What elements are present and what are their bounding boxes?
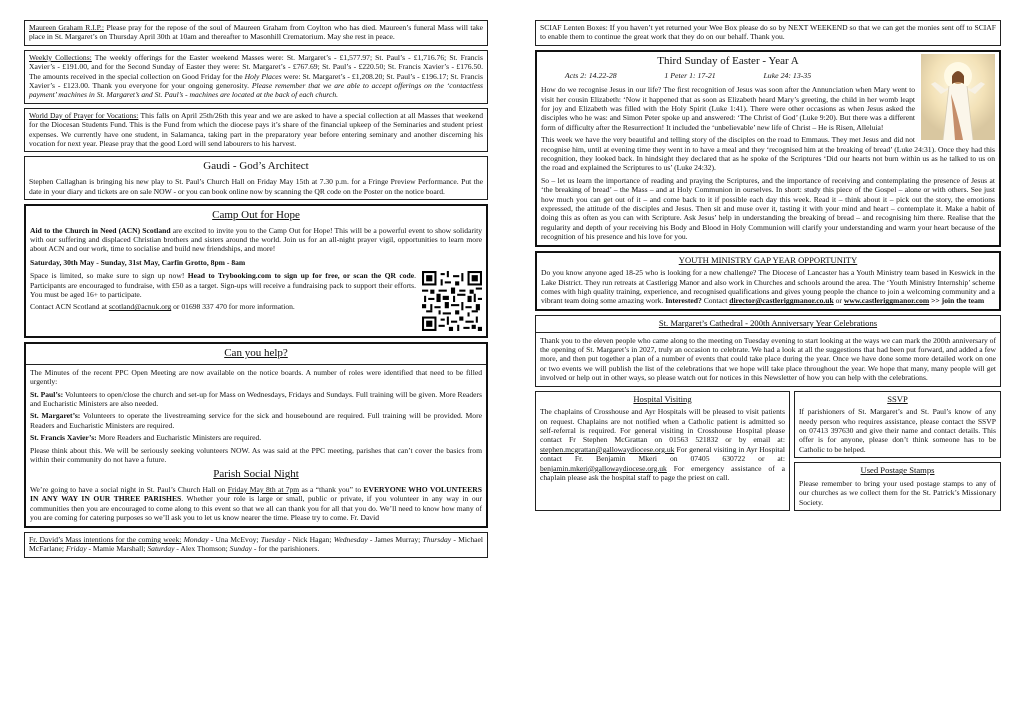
rip-text: Please pray for the repose of the soul of Maureen Graham from Coylton who has died. Maureen’s funeral Mass will take place in St. Margaret’s on Thursday April 30th at 10am and thereafter to Masonhill Crematorium. May she rest in peace.	[29, 23, 483, 42]
youth-ministry-notice	[535, 251, 1001, 311]
hospital-text3: For emergency assistance of a chaplain please ask the hospital staff to page the priest on call.	[540, 463, 785, 483]
help-closing: Please think about this. We will be seriously seeking volunteers NOW. As was said at the PPC meeting, parishes that can’t cover the basics from within their community do not have a future.	[30, 445, 482, 465]
margarets-text: Volunteers to operate the livestreaming service for the sick and housebound are required. Full training will be provided. More Readers and Eucharistic Ministers are required.	[30, 411, 482, 430]
camp-space: Space is limited, so make sure to sign up now!	[30, 271, 185, 281]
easter-paragraph-2: This week we have the very beautiful and telling story of the disciples on the road to Emmaus. They met Jesus and did not recognise him, until at evening time they went in to have a meal and they ‘recognised him at the breaking of bread’ (Luke 24:31). Once they had this recognition, they looked back. In hindsight they declared that as he spoke of the Scriptures ‘Did our hearts not burn within us as he talked to us on the road and explained the Scriptures to us’ (Luke 24:32).	[541, 135, 995, 173]
intention-name: Mamie Marshall;	[92, 544, 146, 554]
left-column	[24, 20, 488, 562]
holy-places-text: Holy Places	[244, 71, 282, 81]
intention-day: Monday	[183, 534, 209, 544]
youth-title-text: YOUTH MINISTRY GAP YEAR OPPORTUNITY	[678, 254, 858, 265]
stamps-notice	[794, 462, 1001, 511]
gaudi-title-text: Gaudi - God’s Architect	[203, 160, 309, 173]
vocations-notice	[24, 108, 488, 153]
risen-christ-image	[921, 54, 995, 140]
youth-contact: Contact	[703, 296, 728, 306]
social-text1: We’re going to have a social night in St. Paul’s Church Hall on	[30, 485, 226, 495]
stamps-title	[799, 465, 996, 476]
qr-code-icon[interactable]	[422, 271, 482, 331]
stamps-text: Please remember to bring your used postage stamps to any of our churches as we collect them for the St. Patrick’s Missionary Society.	[799, 478, 996, 507]
mcgrattan-email-link[interactable]: stephen.mcgrattan@gallowaydiocese.org.uk	[540, 444, 675, 454]
easter-paragraph-1: How do we recognise Jesus in our life? The first recognition of Jesus was soon after the Annunciation when Mary went to visit her cousin Elizabeth: ‘Now it happened that as soon as Elizabeth heard Mary’s greeting, the child in her womb leapt for joy and Elizabeth was filled with the Holy Spirit (Luke 1:41). There were other occasions as when Jesus asked the disciples who he was: and Simon Peter spoke up and answered: ‘The Christ of God’ (Luke 9:20). But there was a different form of difficulty after the Resurrection! It included the ‘unbelievable’ new life of Christ – He is Risen, Alleluia!	[541, 85, 915, 132]
scripture-ref: Luke 24: 13-35	[763, 71, 812, 81]
collections-notice	[24, 50, 488, 104]
intention-name: for the parishioners.	[258, 544, 320, 554]
social-date: Friday May 8th at 7pm	[227, 485, 300, 495]
easter-reflection	[535, 50, 1001, 247]
youth-text: Do you know anyone aged 18-25 who is looking for a new challenge? The Diocese of Lancaster has a Youth Ministry team based in Keswick in the Lake District. They run retreats at Castlerigg Manor and also work in Churches and schools around the area. The ‘Youth Ministry Internship’ scheme comes with high quality training, experience, and recognised qualifications and gives young people the chance to join a welcoming community and a vibrant team doing some amazing work.	[541, 268, 995, 306]
divider	[26, 364, 486, 365]
intention-name: Nick Hagan;	[292, 534, 332, 544]
pauls-text: Volunteers to open/close the church and set-up for Mass on Wednesdays, Fridays and Sundays. Full training will be given. More Readers and Eucharistic Ministers are also needed.	[30, 389, 482, 408]
youth-join: >> join the team	[931, 296, 985, 306]
camp-title-text: Camp Out for Hope	[212, 208, 300, 221]
hospital-title-text: Hospital Visiting	[633, 393, 692, 404]
francis-text: More Readers and Eucharistic Ministers are required.	[98, 433, 262, 443]
gaudi-title	[29, 160, 483, 174]
camp-contact2: or 01698 337 470 for more information.	[173, 302, 295, 312]
anniversary-notice	[535, 315, 1001, 387]
rip-notice	[24, 20, 488, 46]
camp-intro: are excited to invite you to the Camp Out for Hope! This will be a powerful event to show solidarity with our suffering and displaced Christian brothers and sisters around the world. Join us for an all-night prayer vigil, opportunities to learn more about ACN and our work, time to socialise and build new friendships, and more!	[30, 225, 482, 254]
easter-paragraph-3: So – let us learn the importance of reading and praying the Scriptures, and the importance of receiving and contemplating the presence of Jesus at ‘the breaking of bread’ – the Mass – and at Holy Communion in ourselves. In short: study this piece of the Gospel – alone or with others. See just how much you can get out of it – and come back to it if possible each day this week. Read it – think about it – pick out the story, the emotions expressed, the attitude of the disciples and Jesus. Then sit and muse over it, tasting it with your mind and heart – contemplate it. Make a habit of doing this as often as you can with Scripture. Ask Jesus’ help in understanding the breaking of bread – and recognising him there. Realise that the regularity and depth of your receiving his Body and Blood in Holy Communion will clarify your understanding and warm your heart because of the recognition of his presence and his love for you.	[541, 175, 995, 242]
youth-or: or	[835, 296, 842, 306]
hospital-text1: The chaplains of Crosshouse and Ayr Hospitals will be pleased to visit patients on request. Chaplains are not notified when a Catholic patient is admitted so self-referral is required. For general visiting in Crosshouse Hospital please contact Fr Stephen McGrattan on 01563 521832 or by email at:	[540, 407, 785, 445]
intention-day: Sunday	[229, 544, 252, 554]
intention-name: James Murray;	[374, 534, 421, 544]
collections-text2: were: St. Margaret’s - £1,208.20; St. Paul’s - £196.17; St. Francis Xavier’s - £123.00. Thank you everyone for your ongoing generosity.	[29, 71, 483, 91]
sciaf-notice	[535, 20, 1001, 46]
social-text3: . Whether your role is large or small, public or private, if you volunteer in any way in our communities then you are encouraged to come along to this event so that we all can thank you for all that you do. We’ll need to know how many of you are coming for catering purposes so we’ll ask you to let us know nearer the time. Please try to come. Fr. David	[30, 494, 482, 523]
social-text2: as a “thank you” to	[301, 485, 362, 495]
vocations-text: This falls on April 25th/26th this year and we are asked to have a special collection at all Masses that weekend for the Diocesan Students Fund. This is the Fund from which the diocese pays it’s share of the financial upkeep of the Seminaries and student priest expenses. We currently have one student, in Salamanca, taking part in the preparatory year before entering seminary and another discerning his vocation for next year. Please pray that the good Lord will send labourers to his harvest.	[29, 110, 484, 149]
rip-title: Maureen Graham R.I.P.:	[29, 23, 105, 32]
camp-title	[30, 209, 482, 223]
ssvp-title	[799, 394, 996, 405]
contactless-note: Please remember that we are able to accept offerings on the ‘contactless payment’ machines in St. Margaret’s and St. Paul’s - machines are located at the back of each church.	[29, 81, 484, 100]
social-bold: EVERYONE WHO VOLUNTEERS IN ANY WAY IN OUR THREE PARISHES	[30, 485, 482, 504]
acn-email-link[interactable]: scotland@acnuk.org	[108, 302, 172, 312]
youth-interested: Interested?	[665, 296, 702, 306]
ssvp-title-text: SSVP	[887, 393, 908, 404]
scripture-ref: Acts 2: 14.22-28	[564, 71, 617, 81]
camp-contact: Contact ACN Scotland at	[30, 302, 107, 312]
intention-day: Tuesday	[260, 534, 286, 544]
right-column	[535, 20, 1001, 515]
social-title	[30, 468, 482, 482]
bottom-notices	[535, 391, 1001, 516]
youth-website-link[interactable]: www.castleriggmanor.com	[843, 296, 930, 306]
hospital-title	[540, 394, 785, 405]
help-intro: The Minutes of the recent PPC Open Meeting are now available on the notice boards. A number of roles were identified that need to be filled urgently:	[30, 367, 482, 387]
divider	[536, 332, 1000, 333]
collections-text: The weekly offerings for the Easter weekend Masses were: St. Margaret’s - £1,577.97; St. Paul’s - £1,716.76; St. Francis Xavier’s - £191.00, and for the Second Sunday of Easter they were: St. Margaret’s - £767.69; St. Paul’s - £220.50; St. Francis Xavier’s - £176.50. The amounts received in the special collection on Good Friday for the	[29, 52, 483, 81]
intention-day: Wednesday	[333, 534, 368, 544]
collections-title: Weekly Collections:	[29, 52, 92, 62]
mass-intentions: Fr. David’s Mass intentions for the coming week: Monday - Una McEvoy; Tuesday - Nick Hagan; Wednesday - James Murray; Thursday - Michael McFarlane; Friday - Mamie Marshall; Saturday - Alex Thomson; Sunday - for the parishioners.	[24, 532, 488, 558]
help-notice	[24, 342, 488, 528]
scripture-refs	[541, 71, 915, 81]
gaudi-text: Stephen Callaghan is bringing his new play to St. Paul’s Church Hall on Friday May 15th at 7.30 p.m. for a Fringe Preview Performance. Put the date in your diary and tickets are on sale NOW - or you can book online now by scanning the QR code on the Poster on the notice board.	[29, 177, 483, 196]
camp-space2: . Participants are encouraged to fundraise, with £50 as a target. Sign-ups will receive a fundraising pack to support their efforts. You must be aged 16+ to participate.	[30, 271, 417, 299]
hospital-text2: For general visiting in Ayr Hospital contact Fr. Benjamin Mkeri on 07405 630722 or at:	[540, 444, 785, 464]
ssvp-notice	[794, 391, 1001, 459]
easter-title-text: Third Sunday of Easter - Year A	[657, 54, 799, 67]
camp-date: Saturday, 30th May - Sunday, 31st May, Carfin Grotto, 8pm - 8am	[30, 257, 246, 267]
francis-label: St. Francis Xavier’s:	[30, 433, 97, 443]
intention-name: Alex Thomson;	[180, 544, 228, 554]
intentions-title: Fr. David’s Mass intentions for the coming week:	[29, 534, 182, 544]
anniversary-title-text: St. Margaret’s Cathedral - 200th Anniversary Year Celebrations	[658, 317, 878, 328]
camp-signup: Head to Trybooking.com to sign up for free, or scan the QR code	[187, 271, 415, 281]
ssvp-text: If parishioners of St. Margaret’s and St. Paul’s know of any needy person who requires assistance, please contact the SSVP on 07413 397630 and give their name and contact details. This offer is for anyone, please don’t think someone has to be Catholic to be helped.	[799, 407, 996, 454]
intention-day: Thursday	[422, 534, 452, 544]
camp-out-notice	[24, 204, 488, 338]
vocations-title: World Day of Prayer for Vocations:	[29, 110, 139, 120]
gaudi-notice	[24, 156, 488, 199]
intention-day: Friday	[65, 544, 87, 554]
sciaf-text: SCIAF Lenten Boxes: If you haven’t yet returned your Wee Box please do so by NEXT WEEKEND so that we can get the monies sent off to SCIAF to enable them to continue the great work that they do on our behalf. Thank you.	[540, 23, 996, 42]
youth-email-link[interactable]: director@castleriggmanor.co.uk	[729, 296, 834, 306]
pauls-label: St. Paul’s:	[30, 389, 64, 399]
intention-name: Una McEvoy;	[215, 534, 259, 544]
help-title-text: Can you help?	[224, 347, 288, 360]
side-notices	[794, 391, 1001, 516]
social-title-text: Parish Social Night	[213, 468, 299, 481]
anniversary-text: Thank you to the eleven people who came along to the meeting on Tuesday evening to start looking at the ways we can mark the 200th anniversary of the opening of St. Margaret’s in 2027, truly an occasion to celebrate. We had a look at all the suggestions that had been put forward, and added a few more, and then put together a plan of a number of events that could take place during the year. Once we have done some more detailed work on one or two events we will publish the list of the celebrations that we hope will take place throughout the year. We hope that many, many people will get involved or help out in other ways, so please watch out for notices in this Newsletter of how you can help with the celebrations.	[540, 335, 996, 383]
acn-name: Aid to the Church in Need (ACN) Scotland	[30, 225, 171, 235]
anniversary-title	[540, 318, 996, 329]
help-title	[30, 347, 482, 361]
stamps-title-text: Used Postage Stamps	[860, 465, 935, 476]
youth-title	[541, 255, 995, 266]
margarets-label: St. Margaret’s:	[30, 411, 81, 421]
scripture-ref: 1 Peter 1: 17-21	[664, 71, 716, 81]
intention-name: Michael McFarlane;	[29, 534, 484, 554]
hospital-notice	[535, 391, 790, 512]
mkeri-email-link[interactable]: benjamin.mkeri@gallowaydiocese.org.uk	[540, 463, 667, 473]
intention-day: Saturday	[147, 544, 175, 554]
